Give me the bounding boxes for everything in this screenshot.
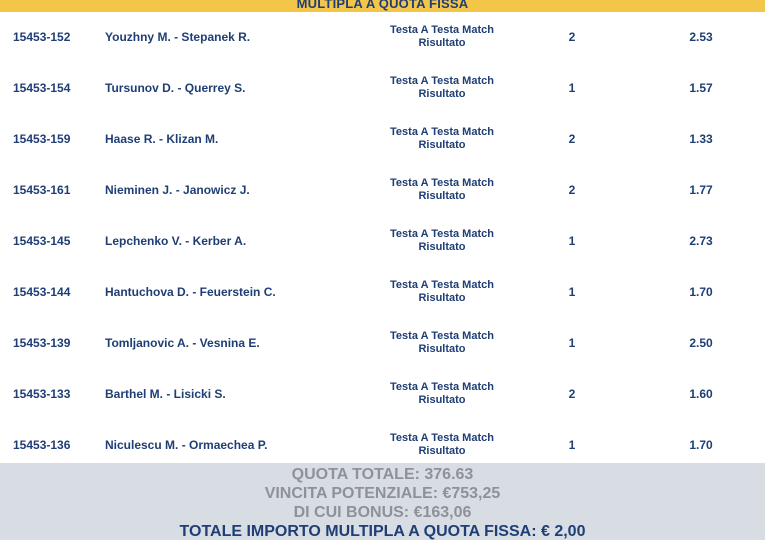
bet-match: Tursunov D. - Querrey S. (105, 81, 246, 95)
bet-type (370, 267, 514, 317)
bet-type (370, 63, 514, 113)
bet-type (370, 114, 514, 164)
bet-quote: 2.53 (689, 30, 713, 44)
bet-match: Lepchenko V. - Kerber A. (105, 234, 247, 248)
bet-type-line2: Risultato (418, 292, 466, 304)
bet-type-line2: Risultato (418, 139, 466, 151)
bet-type-line1: Testa A Testa Match (390, 177, 494, 189)
bet-type-line1: Testa A Testa Match (390, 330, 494, 342)
bet-type-line2: Risultato (418, 394, 466, 406)
bet-type (370, 369, 514, 419)
bet-row[interactable] (0, 114, 765, 165)
bet-list (0, 12, 765, 471)
di-cui-bonus: DI CUI BONUS: €163,06 (293, 504, 472, 521)
bet-type (370, 318, 514, 368)
bet-sign: 1 (568, 336, 576, 350)
bet-type-line1: Testa A Testa Match (390, 126, 494, 138)
bet-sign: 2 (568, 132, 576, 146)
bet-slip-header (0, 0, 765, 12)
bet-code: 15453-154 (13, 81, 71, 95)
bet-code: 15453-136 (13, 438, 71, 452)
bet-sign: 1 (568, 285, 576, 299)
bet-type (370, 216, 514, 266)
bet-sign: 2 (568, 183, 576, 197)
bet-match: Nieminen J. - Janowicz J. (105, 183, 250, 197)
bet-type-line2: Risultato (418, 190, 466, 202)
bet-row[interactable] (0, 267, 765, 318)
bet-summary (0, 463, 765, 540)
bet-type-line1: Testa A Testa Match (390, 279, 494, 291)
bet-sign: 1 (568, 81, 576, 95)
bet-match: Youzhny M. - Stepanek R. (105, 30, 251, 44)
bet-type-line1: Testa A Testa Match (390, 75, 494, 87)
bet-row[interactable] (0, 216, 765, 267)
bet-quote: 1.77 (689, 183, 713, 197)
bet-quote: 1.57 (689, 81, 713, 95)
bet-code: 15453-144 (13, 285, 71, 299)
bet-row[interactable] (0, 63, 765, 114)
bet-code: 15453-152 (13, 30, 71, 44)
bet-quote: 2.73 (689, 234, 713, 248)
bet-quote: 1.70 (689, 438, 713, 452)
bet-match: Barthel M. - Lisicki S. (105, 387, 226, 401)
bet-type (370, 165, 514, 215)
bet-type (370, 12, 514, 62)
bet-type-line2: Risultato (418, 343, 466, 355)
bet-sign: 2 (568, 387, 576, 401)
bet-row[interactable] (0, 318, 765, 369)
bet-code: 15453-139 (13, 336, 71, 350)
bet-code: 15453-159 (13, 132, 71, 146)
bet-quote: 1.70 (689, 285, 713, 299)
quota-totale: QUOTA TOTALE: 376.63 (291, 466, 474, 483)
bet-sign: 1 (568, 438, 576, 452)
bet-code: 15453-133 (13, 387, 71, 401)
bet-match: Haase R. - Klizan M. (105, 132, 219, 146)
bet-slip-title: MULTIPLA A QUOTA FISSA (296, 0, 469, 11)
bet-match: Tomljanovic A. - Vesnina E. (105, 336, 260, 350)
bet-type-line2: Risultato (418, 88, 466, 100)
bet-row[interactable] (0, 369, 765, 420)
bet-type-line1: Testa A Testa Match (390, 432, 494, 444)
bet-type-line2: Risultato (418, 241, 466, 253)
bet-type-line1: Testa A Testa Match (390, 381, 494, 393)
totale-importo: TOTALE IMPORTO MULTIPLA A QUOTA FISSA: € 2,00 (179, 523, 586, 540)
bet-row[interactable] (0, 12, 765, 63)
vincita-potenziale: VINCITA POTENZIALE: €753,25 (264, 485, 501, 502)
bet-code: 15453-161 (13, 183, 71, 197)
bet-type-line1: Testa A Testa Match (390, 228, 494, 240)
bet-match: Niculescu M. - Ormaechea P. (105, 438, 268, 452)
bet-sign: 1 (568, 234, 576, 248)
bet-quote: 1.33 (689, 132, 713, 146)
bet-quote: 2.50 (689, 336, 713, 350)
bet-type-line2: Risultato (418, 445, 466, 457)
bet-sign: 2 (568, 30, 576, 44)
bet-match: Hantuchova D. - Feuerstein C. (105, 285, 276, 299)
bet-quote: 1.60 (689, 387, 713, 401)
bet-type-line2: Risultato (418, 37, 466, 49)
bet-type-line1: Testa A Testa Match (390, 24, 494, 36)
bet-row[interactable] (0, 165, 765, 216)
bet-code: 15453-145 (13, 234, 71, 248)
